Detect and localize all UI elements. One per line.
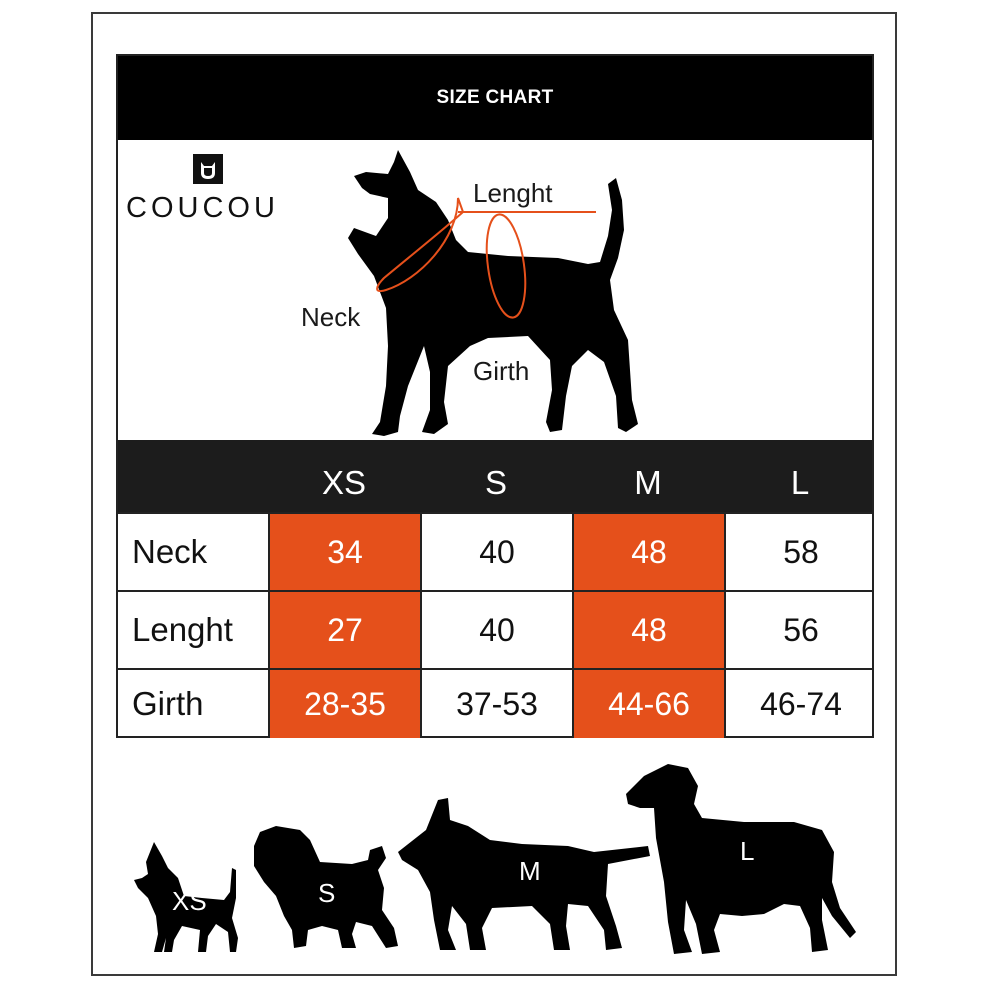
girth-label: Girth [473, 356, 530, 386]
table-row-length [118, 590, 872, 668]
measurement-illustration [118, 140, 872, 440]
table-row-girth [118, 668, 872, 738]
neck-xs-cell: 34 [268, 514, 420, 590]
girth-l-cell: 46-74 [724, 670, 876, 738]
size-header-m: M [634, 464, 662, 501]
size-header-l: L [790, 464, 810, 501]
neck-s-cell: 40 [420, 514, 572, 590]
size-header-row [118, 440, 872, 512]
size-chart-title: SIZE CHART [118, 56, 872, 140]
length-xs-cell: 27 [268, 592, 420, 668]
dog-l-label: L [740, 836, 755, 866]
row-label-neck: Neck [132, 533, 208, 570]
table-row-neck [118, 512, 872, 590]
length-l-cell: 56 [724, 592, 876, 668]
dog-size-examples [120, 760, 880, 960]
dog-s-label: S [318, 878, 336, 908]
size-chart [116, 54, 874, 738]
row-label-girth: Girth [132, 685, 204, 722]
size-header-xs: XS [321, 464, 367, 501]
brand-logo-text: COUCOU [126, 192, 279, 224]
length-m-cell: 48 [572, 592, 724, 668]
neck-m-cell: 48 [572, 514, 724, 590]
size-header-s: S [484, 464, 507, 501]
neck-label: Neck [301, 302, 361, 332]
girth-xs-cell: 28-35 [268, 670, 420, 738]
girth-s-cell: 37-53 [420, 670, 572, 738]
row-label-length: Lenght [132, 611, 233, 648]
girth-m-cell: 44-66 [572, 670, 724, 738]
length-s-cell: 40 [420, 592, 572, 668]
neck-l-cell: 58 [724, 514, 876, 590]
length-label: Lenght [473, 178, 553, 208]
dog-xs-label: XS [172, 886, 207, 916]
dog-m-label: M [519, 856, 541, 886]
